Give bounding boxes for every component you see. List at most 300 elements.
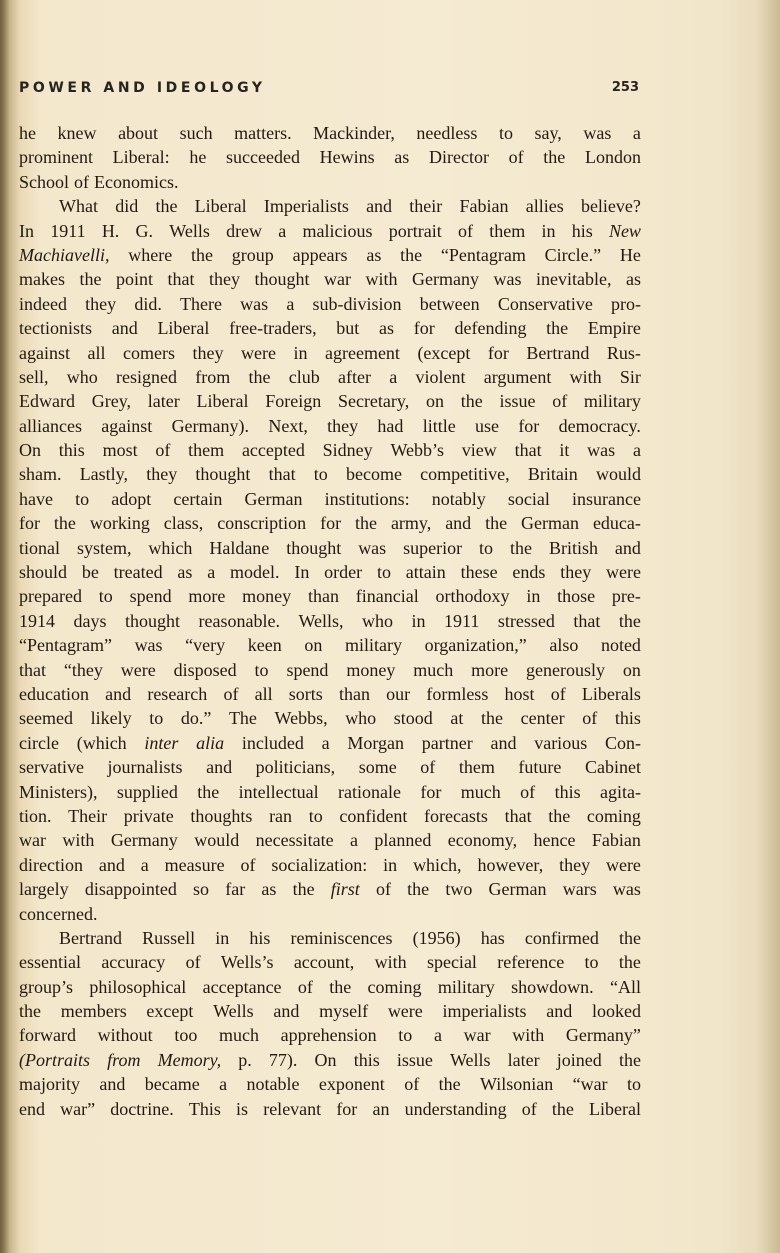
- word: that: [514, 440, 542, 461]
- word: There: [180, 293, 222, 314]
- word: in: [293, 342, 308, 363]
- text-line: [19, 804, 641, 828]
- word: this: [58, 440, 85, 461]
- word: the: [407, 879, 430, 900]
- word: too: [174, 1025, 198, 1046]
- word: they: [560, 562, 592, 583]
- word: and: [273, 1001, 300, 1022]
- text-line: [19, 243, 641, 267]
- word: a: [207, 562, 216, 583]
- text-line: [19, 194, 641, 218]
- word: were: [240, 342, 276, 363]
- word: tion.: [19, 805, 52, 826]
- word: measure: [164, 854, 225, 875]
- word: a: [632, 123, 641, 143]
- word: group: [231, 244, 274, 265]
- word: of: [375, 879, 391, 900]
- word: succeeded: [226, 147, 300, 168]
- word: our: [386, 683, 411, 704]
- word: class,: [163, 513, 204, 534]
- word: they: [209, 269, 240, 290]
- word: research: [147, 683, 208, 704]
- word: was: [358, 537, 387, 558]
- word: with: [512, 1025, 545, 1046]
- word: London: [584, 147, 641, 168]
- word: for: [336, 1098, 358, 1119]
- word: in: [526, 586, 541, 607]
- word: of: [508, 147, 524, 168]
- word: coming: [367, 976, 422, 997]
- word: stressed: [497, 610, 555, 631]
- word: “All: [609, 976, 641, 997]
- word: In: [294, 562, 310, 583]
- word: violent: [415, 366, 466, 387]
- word: Their: [68, 805, 108, 826]
- word: and: [206, 757, 233, 778]
- text-line: [19, 706, 641, 730]
- word: School: [19, 171, 70, 192]
- word: disappointed: [84, 879, 177, 900]
- word: is: [236, 1098, 249, 1119]
- word: the: [485, 513, 508, 534]
- word: against: [19, 342, 70, 363]
- word: appears: [292, 244, 348, 265]
- word: (except: [417, 342, 471, 363]
- word: myself: [319, 1001, 369, 1022]
- word: “very: [185, 635, 226, 656]
- word: that: [573, 610, 601, 631]
- word: Edward: [19, 391, 75, 412]
- word: G.: [135, 220, 154, 241]
- word: the: [292, 879, 315, 900]
- word: a: [278, 220, 287, 241]
- word: the: [53, 513, 76, 534]
- word: the: [155, 196, 178, 217]
- word: included: [241, 732, 304, 753]
- word: financial: [355, 586, 419, 607]
- word: without: [97, 1025, 153, 1046]
- word: where: [128, 244, 173, 265]
- word: sham.: [19, 464, 62, 485]
- word: seemed: [19, 708, 73, 729]
- word: Fabian: [459, 196, 509, 217]
- word: them: [489, 220, 526, 241]
- word: their: [409, 196, 443, 217]
- word: of: [297, 976, 313, 997]
- word: later: [507, 1049, 540, 1070]
- text-line: [19, 292, 641, 316]
- word: Liberal: [589, 1098, 641, 1119]
- word: In: [19, 220, 34, 241]
- word: so: [193, 879, 210, 900]
- word: “war: [572, 1074, 608, 1095]
- word: makes: [19, 269, 65, 290]
- word: the: [548, 805, 571, 826]
- word: Liberals: [581, 683, 641, 704]
- text-line: [19, 170, 641, 194]
- word: except: [146, 1001, 194, 1022]
- word: they: [192, 342, 224, 363]
- word: spend: [286, 659, 329, 680]
- word: attain: [405, 562, 446, 583]
- word: war: [463, 1025, 491, 1046]
- word: an: [372, 1098, 390, 1119]
- text-line: [19, 145, 641, 169]
- word: H.: [101, 220, 120, 241]
- text-line: [19, 219, 641, 243]
- word: Foreign: [265, 391, 322, 412]
- word: war”: [60, 1098, 96, 1119]
- word: ends: [512, 562, 546, 583]
- word: special: [426, 952, 477, 973]
- word: pre-: [611, 586, 641, 607]
- word: point: [115, 269, 153, 290]
- word: between: [419, 293, 480, 314]
- word: the: [460, 391, 483, 412]
- word: 77).: [268, 1049, 298, 1070]
- word: stood: [393, 708, 433, 729]
- word: money: [346, 659, 396, 680]
- word: account,: [293, 952, 355, 973]
- word: these: [460, 562, 498, 583]
- text-line: [19, 536, 641, 560]
- word: Secretary,: [337, 391, 410, 412]
- word: they: [85, 293, 117, 314]
- word: members: [60, 1001, 127, 1022]
- word: Germany).: [171, 415, 250, 436]
- word: Haldane: [209, 537, 270, 558]
- word: forecasts: [423, 805, 488, 826]
- word: Con-: [604, 732, 641, 753]
- word: were: [605, 854, 641, 875]
- word: 1911: [50, 220, 86, 241]
- word: was: [583, 123, 612, 143]
- text-line: [19, 1072, 641, 1096]
- word: needless: [416, 123, 478, 143]
- word: to: [376, 562, 391, 583]
- word: about: [118, 123, 159, 143]
- word: to: [149, 708, 164, 729]
- word: Imperialists: [263, 196, 349, 217]
- word: the: [197, 781, 220, 802]
- word: as: [366, 244, 382, 265]
- word: notable: [246, 1074, 300, 1095]
- word: to: [479, 537, 494, 558]
- word: education: [19, 683, 89, 704]
- word: The: [228, 708, 257, 729]
- text-line: [19, 902, 641, 926]
- word: this: [554, 781, 581, 802]
- word: the: [546, 318, 569, 339]
- word: the: [438, 1074, 461, 1095]
- text-line: [19, 950, 641, 974]
- text-line: [19, 584, 641, 608]
- text-line: [19, 389, 641, 413]
- word: p.: [238, 1049, 252, 1070]
- text-line: [19, 462, 641, 486]
- word: as: [394, 147, 410, 168]
- word: the: [191, 244, 214, 265]
- word: and: [105, 683, 132, 704]
- word: they: [146, 464, 178, 485]
- word: the: [355, 513, 378, 534]
- word: was: [493, 269, 522, 290]
- word: more: [188, 586, 226, 607]
- word: was: [240, 293, 269, 314]
- word: agreement: [324, 342, 400, 363]
- word: supplied: [116, 781, 178, 802]
- word: coming: [586, 805, 641, 826]
- word: keen: [247, 635, 282, 656]
- word: German: [521, 513, 580, 534]
- word: allies: [525, 196, 564, 217]
- word: war: [19, 830, 46, 851]
- word: generously: [525, 659, 605, 680]
- word: of: [185, 952, 201, 973]
- text-line: [19, 658, 641, 682]
- word: Economics.: [94, 171, 179, 192]
- word: however,: [477, 854, 544, 875]
- word: of: [404, 1074, 420, 1095]
- word: hence: [533, 830, 576, 851]
- word: Morgan: [347, 732, 405, 753]
- word: in: [541, 220, 556, 241]
- word: wars: [562, 879, 597, 900]
- word: a: [321, 732, 330, 753]
- word: in: [411, 610, 426, 631]
- word: Germany: [110, 830, 178, 851]
- word: as: [177, 562, 193, 583]
- word: indeed: [19, 293, 67, 314]
- text-line: [19, 365, 641, 389]
- word: formless: [426, 683, 489, 704]
- word: as: [625, 269, 641, 290]
- word: that: [167, 269, 195, 290]
- word: Liberal: [157, 318, 210, 339]
- word: did.: [134, 293, 162, 314]
- word: and: [614, 537, 641, 558]
- word: a: [389, 366, 398, 387]
- word: Mackinder,: [313, 123, 395, 143]
- word: circle: [19, 732, 59, 753]
- word: defending: [454, 318, 527, 339]
- word: also: [549, 635, 579, 656]
- page-number: 253: [611, 80, 639, 95]
- word: of: [552, 391, 568, 412]
- word: a: [433, 1025, 442, 1046]
- word: them: [458, 757, 495, 778]
- word: intellectual: [238, 781, 319, 802]
- text-line: [19, 609, 641, 633]
- word: of: [74, 171, 90, 192]
- word: were: [120, 659, 156, 680]
- word: Cabinet: [584, 757, 641, 778]
- text-line: [19, 121, 641, 145]
- word: more: [471, 659, 509, 680]
- text-line: [19, 438, 641, 462]
- word: to: [98, 586, 113, 607]
- word: Wells: [213, 1001, 254, 1022]
- word: New: [608, 220, 641, 241]
- word: and: [445, 513, 472, 534]
- word: organization,”: [424, 635, 527, 656]
- word: with: [62, 830, 95, 851]
- word: a: [140, 854, 149, 875]
- word: have: [19, 488, 53, 509]
- word: agita-: [599, 781, 641, 802]
- text-line: [19, 731, 641, 755]
- word: much: [460, 781, 501, 802]
- word: little: [422, 415, 456, 436]
- word: Memory,: [157, 1049, 222, 1070]
- word: Germany”: [565, 1025, 641, 1046]
- word: should: [19, 562, 68, 583]
- word: who: [362, 610, 394, 631]
- word: reference: [497, 952, 565, 973]
- word: the: [248, 366, 271, 387]
- word: issue: [499, 391, 536, 412]
- word: and: [490, 732, 517, 753]
- word: than: [338, 683, 370, 704]
- word: Sidney: [322, 440, 373, 461]
- word: He: [619, 244, 641, 265]
- word: of: [155, 440, 171, 461]
- word: politicians,: [255, 757, 336, 778]
- word: Bertrand: [526, 342, 590, 363]
- word: inter: [144, 732, 179, 753]
- word: on: [425, 391, 444, 412]
- word: Liberal: [196, 391, 249, 412]
- word: tectionists: [19, 318, 92, 339]
- word: with: [569, 366, 602, 387]
- word: this: [353, 1049, 380, 1070]
- word: end: [19, 1098, 45, 1119]
- word: and: [98, 854, 125, 875]
- word: socialization:: [271, 854, 368, 875]
- word: Circle.”: [544, 244, 602, 265]
- word: Webb’s: [390, 440, 445, 461]
- word: direction: [19, 854, 83, 875]
- word: was: [134, 635, 163, 656]
- word: “they: [63, 659, 103, 680]
- word: spend: [129, 586, 172, 607]
- word: Director: [428, 147, 489, 168]
- word: on: [622, 659, 641, 680]
- word: of: [582, 708, 598, 729]
- word: notably: [431, 488, 486, 509]
- word: German: [244, 488, 303, 509]
- word: relevant: [263, 1098, 322, 1119]
- word: model.: [230, 562, 280, 583]
- word: alliances: [19, 415, 82, 436]
- text-line: [19, 341, 641, 365]
- word: (Portraits: [19, 1049, 91, 1070]
- word: some: [358, 757, 397, 778]
- word: of: [520, 781, 536, 802]
- word: after: [337, 366, 371, 387]
- word: free-traders,: [229, 318, 317, 339]
- word: the: [543, 147, 566, 168]
- word: but: [336, 318, 360, 339]
- word: a: [219, 1074, 228, 1095]
- word: Germany: [412, 269, 479, 290]
- word: Russell: [142, 927, 196, 948]
- word: Machiavelli,: [19, 244, 110, 265]
- word: apprehension: [280, 1025, 377, 1046]
- text-line: [19, 975, 641, 999]
- word: for: [420, 781, 442, 802]
- word: Wells: [169, 220, 210, 241]
- word: philosophical: [89, 976, 187, 997]
- word: use: [475, 415, 500, 436]
- word: social: [507, 488, 550, 509]
- word: Liberal:: [112, 147, 170, 168]
- word: On: [19, 440, 41, 461]
- word: Wells,: [298, 610, 344, 631]
- text-line: [19, 682, 641, 706]
- word: On: [314, 1049, 337, 1070]
- word: for: [19, 513, 40, 534]
- word: noted: [600, 635, 641, 656]
- word: German: [488, 879, 547, 900]
- word: those: [557, 586, 596, 607]
- word: sorts: [288, 683, 323, 704]
- text-line: [19, 1097, 641, 1121]
- word: disposed: [173, 659, 237, 680]
- text-line: [19, 487, 641, 511]
- word: would: [194, 830, 240, 851]
- word: doctrine.: [110, 1098, 174, 1119]
- word: for: [413, 318, 435, 339]
- word: adopt: [111, 488, 152, 509]
- word: of: [457, 220, 473, 241]
- word: resigned: [116, 366, 177, 387]
- text-line: [19, 414, 641, 438]
- word: on: [304, 635, 323, 656]
- word: war: [324, 269, 351, 290]
- word: which,: [413, 854, 462, 875]
- word: acceptance: [202, 976, 282, 997]
- word: than: [307, 586, 339, 607]
- word: insurance: [571, 488, 641, 509]
- word: for: [487, 342, 509, 363]
- word: working: [89, 513, 150, 534]
- word: military: [437, 976, 495, 997]
- word: and: [366, 196, 393, 217]
- word: do.”: [180, 708, 212, 729]
- word: and: [99, 1074, 126, 1095]
- word: Ministers),: [19, 781, 98, 802]
- word: of: [223, 683, 239, 704]
- word: educa-: [592, 513, 641, 534]
- text-line: [19, 633, 641, 657]
- word: say,: [534, 123, 562, 143]
- word: to: [398, 1025, 413, 1046]
- word: Britain: [527, 464, 578, 485]
- word: treated: [113, 562, 163, 583]
- word: has: [480, 927, 505, 948]
- word: accuracy: [101, 952, 166, 973]
- word: of: [420, 757, 436, 778]
- word: he: [189, 147, 207, 168]
- word: institutions:: [324, 488, 410, 509]
- word: the: [79, 269, 102, 290]
- word: issue: [396, 1049, 433, 1070]
- word: of: [550, 683, 566, 704]
- word: to: [313, 464, 328, 485]
- word: accepted: [241, 440, 305, 461]
- word: the: [618, 927, 641, 948]
